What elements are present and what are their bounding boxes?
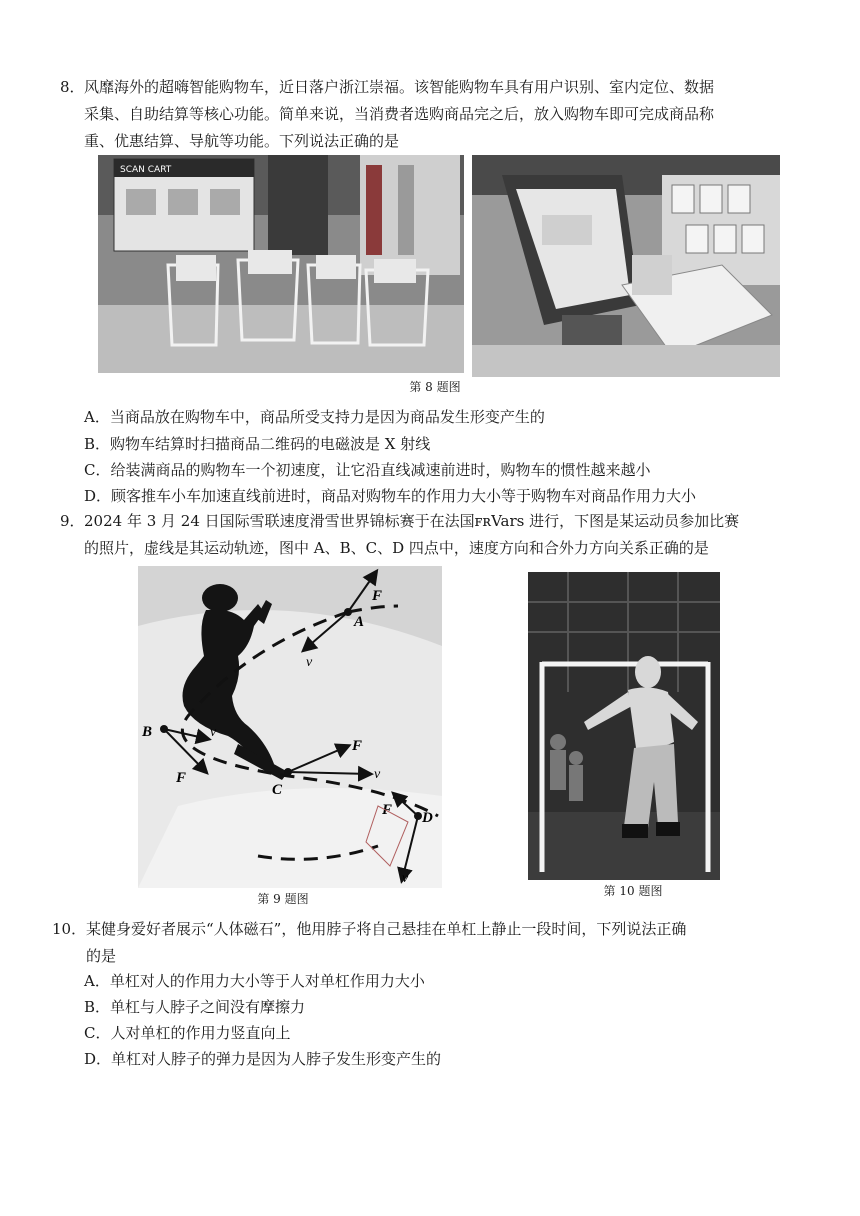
point-label-b: B xyxy=(142,724,153,740)
stem-line: 风靡海外的超嗨智能购物车，近日落户浙江崇福。该智能购物车具有用户识别、室内定位、数据 xyxy=(84,78,715,96)
force-label: F xyxy=(352,738,363,754)
option-label: B． xyxy=(84,435,111,453)
figure-10-caption: 第 10 题图 xyxy=(603,884,663,898)
stem-line: 重、优惠结算、导航等功能。下列说法正确的是 xyxy=(84,132,400,150)
q8-option-a xyxy=(84,406,545,428)
velocity-label: v xyxy=(306,655,313,670)
figure-9-caption: 第 9 题图 xyxy=(257,892,309,906)
stem-line: 某健身爱好者展示“人体磁石”，他用脖子将自己悬挂在单杠上静止一段时间，下列说法正确 xyxy=(86,920,687,938)
stem-line: 的照片，虚线是其运动轨迹，图中 A、B、C、D 四点中，速度方向和合外力方向关系正确的是 xyxy=(84,539,709,557)
velocity-label: v xyxy=(402,871,409,886)
option-label: D． xyxy=(84,1050,112,1068)
option-text: 顾客推车小车加速直线前进时，商品对购物车的作用力大小等于购物车对商品作用力大小 xyxy=(111,487,697,505)
option-label: D． xyxy=(84,487,112,505)
q10-option-b xyxy=(84,996,305,1018)
q8-option-b xyxy=(84,433,430,455)
velocity-label: v xyxy=(210,725,217,740)
velocity-label: v xyxy=(374,767,381,782)
option-text: 单杠与人脖子之间没有摩擦力 xyxy=(110,998,306,1016)
question-number: 8． xyxy=(60,78,85,96)
stem-line: 的是 xyxy=(86,947,117,965)
sign-text: SCAN CART xyxy=(120,165,172,175)
figure-8-scanner-photo xyxy=(472,155,780,377)
point-label-c: C xyxy=(272,782,283,798)
option-text: 单杠对人的作用力大小等于人对单杠作用力大小 xyxy=(109,972,425,990)
figure-8-caption: 第 8 题图 xyxy=(409,380,461,394)
option-label: C． xyxy=(84,461,111,479)
q8-option-d xyxy=(84,485,696,507)
point-label-a: A xyxy=(354,614,365,630)
question-number: 9． xyxy=(60,512,85,530)
question-9-stem xyxy=(60,508,805,562)
force-label: F xyxy=(382,802,393,818)
option-text: 人对单杠的作用力竖直向上 xyxy=(110,1024,291,1042)
question-10-stem xyxy=(52,916,807,970)
force-label: F xyxy=(176,770,187,786)
q10-option-d xyxy=(84,1048,441,1070)
option-label: A． xyxy=(84,408,110,426)
option-text: 购物车结算时扫描商品二维码的电磁波是 X 射线 xyxy=(110,435,431,453)
option-text: 单杠对人脖子的弹力是因为人脖子发生形变产生的 xyxy=(111,1050,442,1068)
question-8-stem xyxy=(60,74,805,155)
force-label: F xyxy=(372,588,383,604)
figure-9-skier-diagram xyxy=(138,566,442,888)
option-text: 当商品放在购物车中，商品所受支持力是因为商品发生形变产生的 xyxy=(109,408,545,426)
figure-8-carts-photo xyxy=(98,155,464,373)
question-number: 10． xyxy=(52,920,87,938)
point-label-d: D xyxy=(422,810,433,826)
stem-line: 采集、自助结算等核心功能。简单来说，当消费者选购商品完之后，放入购物车即可完成商品称 xyxy=(84,105,715,123)
q8-option-c xyxy=(84,459,651,481)
option-label: C． xyxy=(84,1024,111,1042)
figure-10-hanging-photo xyxy=(528,572,720,880)
q10-option-a xyxy=(84,970,425,992)
stem-line: 2024 年 3 月 24 日国际雪联速度滑雪世界锦标赛于在法国ꜰʀVars 进行，下图是某运动员参加比赛 xyxy=(84,512,740,530)
option-label: B． xyxy=(84,998,111,1016)
q10-option-c xyxy=(84,1022,291,1044)
option-label: A． xyxy=(84,972,110,990)
option-text: 给装满商品的购物车一个初速度，让它沿直线减速前进时，购物车的惯性越来越小 xyxy=(110,461,651,479)
